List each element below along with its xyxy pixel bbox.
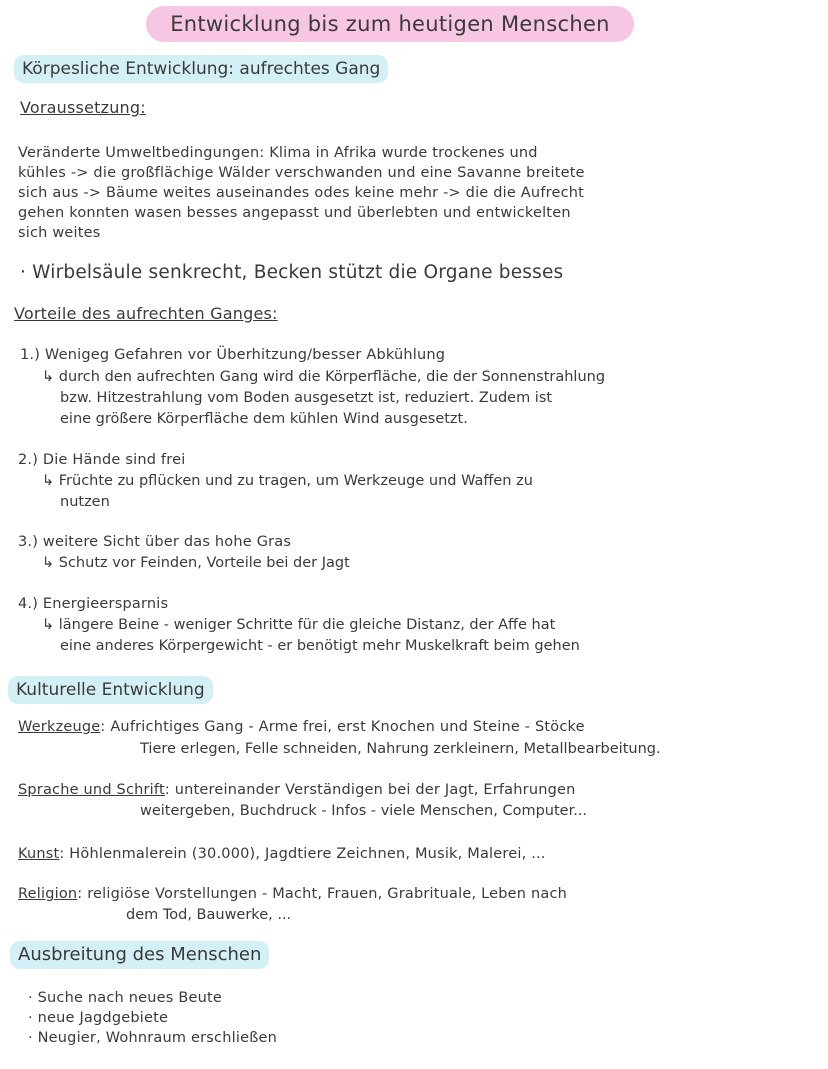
vorteil-line: ↳ Schutz vor Feinden, Vorteile bei der Jagt	[42, 555, 350, 571]
ausbreitung-item: · Suche nach neues Beute	[28, 990, 223, 1006]
kultur-text: : Höhlenmalerein (30.000), Jagdtiere Zeichnen, Musik, Malerei, ...	[59, 846, 546, 862]
page-title: Entwicklung bis zum heutigen Menschen	[146, 6, 634, 42]
vorteil-line: ↳ längere Beine - weniger Schritte für die gleiche Distanz, der Affe hat	[42, 617, 556, 633]
kultur-text-cont: Tiere erlegen, Felle schneiden, Nahrung zerkleinern, Metallbearbeitung.	[140, 741, 661, 757]
ausbreitung-item: · neue Jagdgebiete	[28, 1010, 169, 1026]
voraussetzung-line: kühles -> die großflächige Wälder verschwanden und eine Savanne breitete	[18, 165, 585, 181]
vorteil-title: 3.) weitere Sicht über das hohe Gras	[18, 534, 292, 550]
vorteil-title: 4.) Energieersparnis	[18, 596, 169, 612]
kultur-text-cont: weitergeben, Buchdruck - Infos - viele Menschen, Computer...	[140, 803, 588, 819]
vorteil-line: ↳ Früchte zu pflücken und zu tragen, um Werkzeuge und Waffen zu	[42, 473, 533, 489]
voraussetzung-label: Voraussetzung:	[20, 98, 146, 117]
kultur-text: : Aufrichtiges Gang - Arme frei, erst Knochen und Steine - Stöcke	[100, 719, 585, 735]
kultur-item-religion	[18, 884, 567, 904]
kultur-label: Sprache und Schrift	[18, 782, 165, 798]
vorteil-title: 2.) Die Hände sind frei	[18, 452, 186, 468]
vorteil-line: bzw. Hitzestrahlung vom Boden ausgesetzt ist, reduziert. Zudem ist	[60, 390, 553, 406]
section-heading-koerper: Körpesliche Entwicklung: aufrechtes Gang	[14, 55, 388, 83]
voraussetzung-line: sich aus -> Bäume weites auseinandes odes keine mehr -> die die Aufrecht	[18, 185, 585, 201]
kultur-label: Kunst	[18, 846, 60, 862]
kultur-item-sprache	[18, 780, 576, 800]
vorteil-line: eine anderes Körpergewicht - er benötigt mehr Muskelkraft beim gehen	[60, 638, 580, 654]
voraussetzung-line: gehen konnten wasen besses angepasst und überlebten und entwickelten	[18, 205, 571, 221]
kultur-label: Religion	[18, 886, 78, 902]
vorteil-title: 1.) Wenigeg Gefahren vor Überhitzung/besser Abkühlung	[20, 347, 446, 363]
section-heading-kultur: Kulturelle Entwicklung	[8, 676, 213, 704]
vorteil-line: ↳ durch den aufrechten Gang wird die Körperfläche, die der Sonnenstrahlung	[42, 369, 606, 385]
section-heading-ausbreitung: Ausbreitung des Menschen	[10, 941, 269, 969]
vorteile-label: Vorteile des aufrechten Ganges:	[14, 304, 278, 323]
kultur-text-cont: dem Tod, Bauwerke, ...	[126, 907, 292, 923]
wirbelsaeule-bullet: · Wirbelsäule senkrecht, Becken stützt die Organe besses	[20, 262, 564, 283]
kultur-item-werkzeuge	[18, 717, 585, 737]
vorteil-line: eine größere Körperfläche dem kühlen Wind ausgesetzt.	[60, 411, 468, 427]
kultur-item-kunst	[18, 844, 546, 864]
kultur-label: Werkzeuge	[18, 719, 101, 735]
voraussetzung-line: Veränderte Umweltbedingungen: Klima in Afrika wurde trockenes und	[18, 145, 538, 161]
vorteil-line: nutzen	[60, 494, 110, 510]
kultur-text: : untereinander Verständigen bei der Jagt, Erfahrungen	[164, 782, 576, 798]
kultur-text: : religiöse Vorstellungen - Macht, Frauen, Grabrituale, Leben nach	[77, 886, 568, 902]
voraussetzung-line: sich weites	[18, 225, 101, 241]
ausbreitung-item: · Neugier, Wohnraum erschließen	[28, 1030, 278, 1046]
